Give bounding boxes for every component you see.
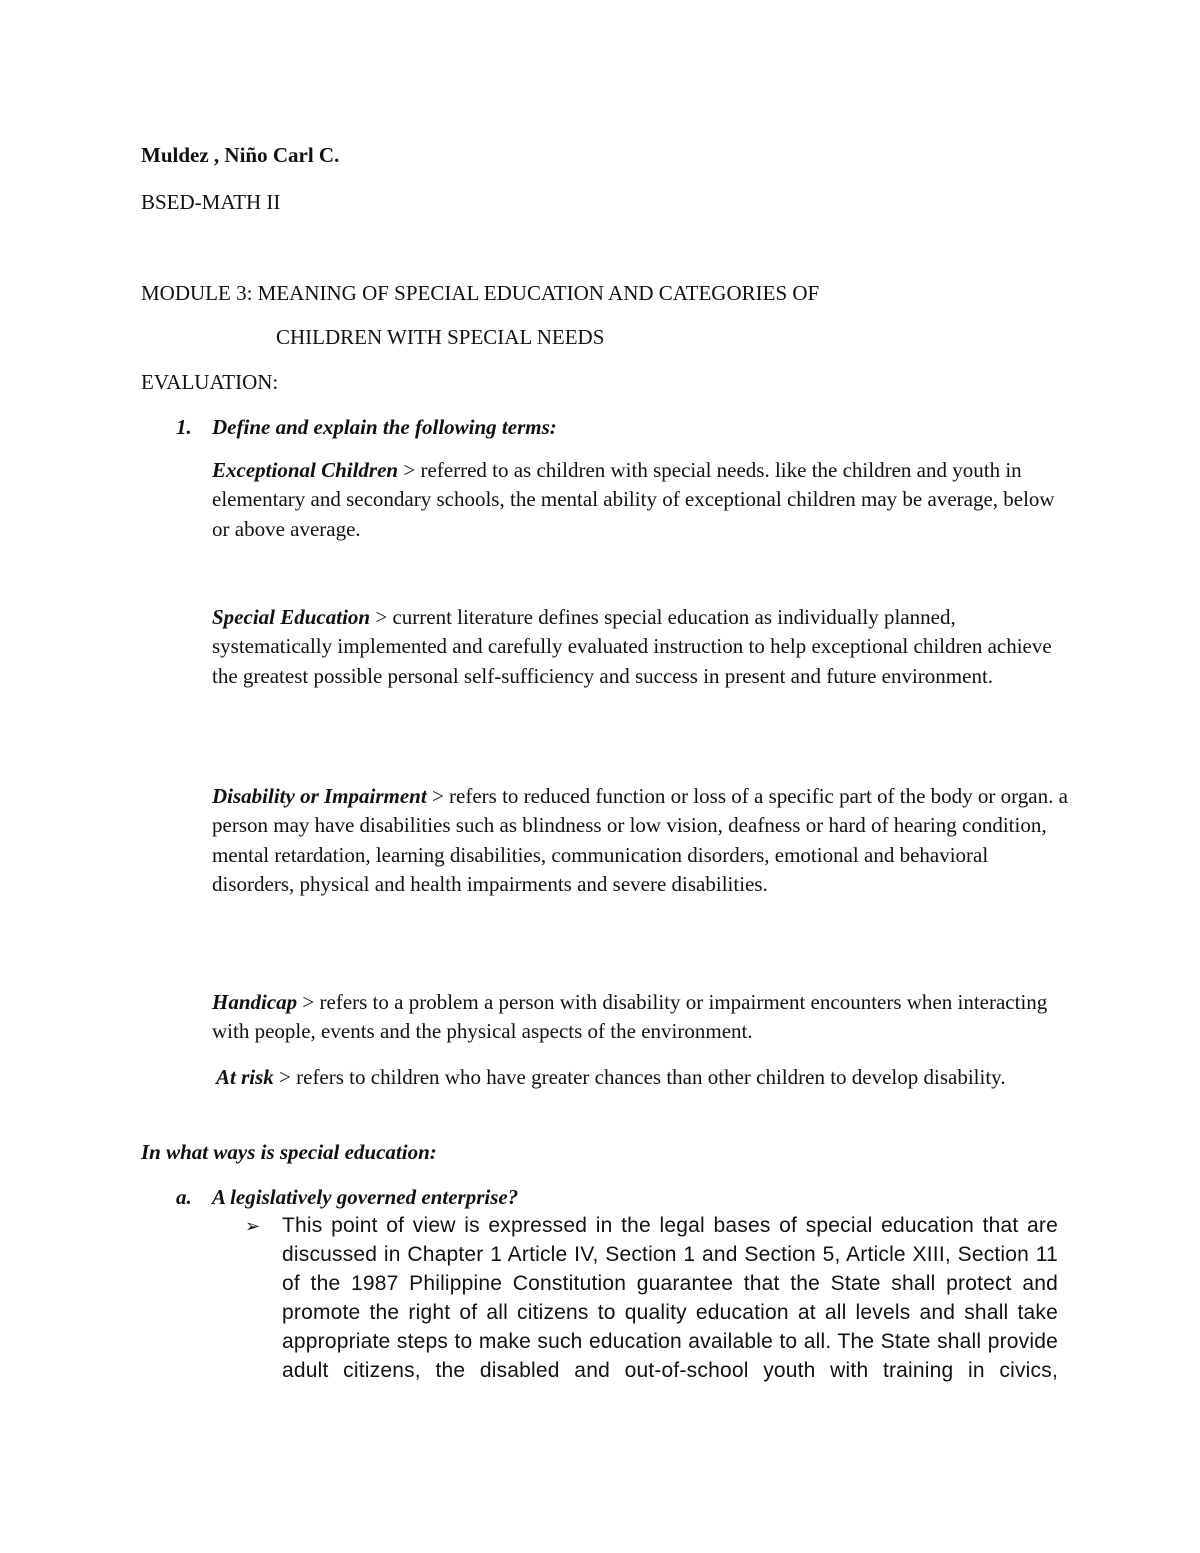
ways-heading: In what ways is special education: xyxy=(141,1140,437,1164)
item-1-text: Define and explain the following terms: xyxy=(212,415,557,439)
term-label: Exceptional Children xyxy=(212,458,399,482)
module-title-line-1: MODULE 3: MEANING OF SPECIAL EDUCATION AND CATEGORIES OF xyxy=(141,281,820,305)
term-label: At risk xyxy=(216,1065,274,1089)
term-definition: > refers to children who have greater chances than other children to develop disability. xyxy=(273,1065,1006,1089)
item-1-number: 1. xyxy=(176,415,192,439)
term-disability-or-impairment xyxy=(212,782,1072,899)
term-definition: > current literature defines special education as individually planned, systematically implemented and carefully evaluated instruction to help exceptional children achieve the greatest possible personal self-sufficiency and success in present and future environment. xyxy=(212,605,1052,688)
course-label: BSED-MATH II xyxy=(141,190,281,214)
term-at-risk xyxy=(212,1063,1032,1092)
module-title-line-2: CHILDREN WITH SPECIAL NEEDS xyxy=(276,325,605,349)
term-definition: > refers to reduced function or loss of a specific part of the body or organ. a person may have disabilities such as blindness or low vision, deafness or hard of hearing condition, mental retardation, learning disabilities, communication disorders, emotional and behavioral disorders, physical and health impairments and severe disabilities. xyxy=(212,784,1068,896)
term-label: Special Education xyxy=(212,605,371,629)
evaluation-heading: EVALUATION: xyxy=(141,370,279,394)
term-handicap xyxy=(212,988,1072,1047)
term-special-education xyxy=(212,603,1072,691)
term-exceptional-children xyxy=(212,456,1072,544)
bullet-paragraph: This point of view is expressed in the legal bases of special education that are discussed in Chapter 1 Article IV, Section 1 and Section 5, Article XIII, Section 11 of the 1987 Philippine Constitution guarantee that the State shall protect and promote the right of all citizens to quality education at all levels and shall take appropriate steps to make such education available to all. The State shall provide adult citizens, the disabled and out-of-school youth with training in civics, xyxy=(282,1214,1058,1382)
term-definition: > refers to a problem a person with disability or impairment encounters when interacting with people, events and the physical aspects of the environment. xyxy=(212,990,1048,1044)
term-label: Handicap xyxy=(212,990,298,1014)
item-a-letter: a. xyxy=(176,1185,192,1209)
student-name: Muldez , Niño Carl C. xyxy=(141,143,340,167)
term-label: Disability or Impairment xyxy=(212,784,427,808)
term-definition: > referred to as children with special needs. like the children and youth in elementary and secondary schools, the mental ability of exceptional children may be average, below or above average. xyxy=(212,458,1055,541)
item-a-text: A legislatively governed enterprise? xyxy=(212,1185,519,1209)
arrow-bullet-icon: ➢ xyxy=(245,1216,261,1237)
